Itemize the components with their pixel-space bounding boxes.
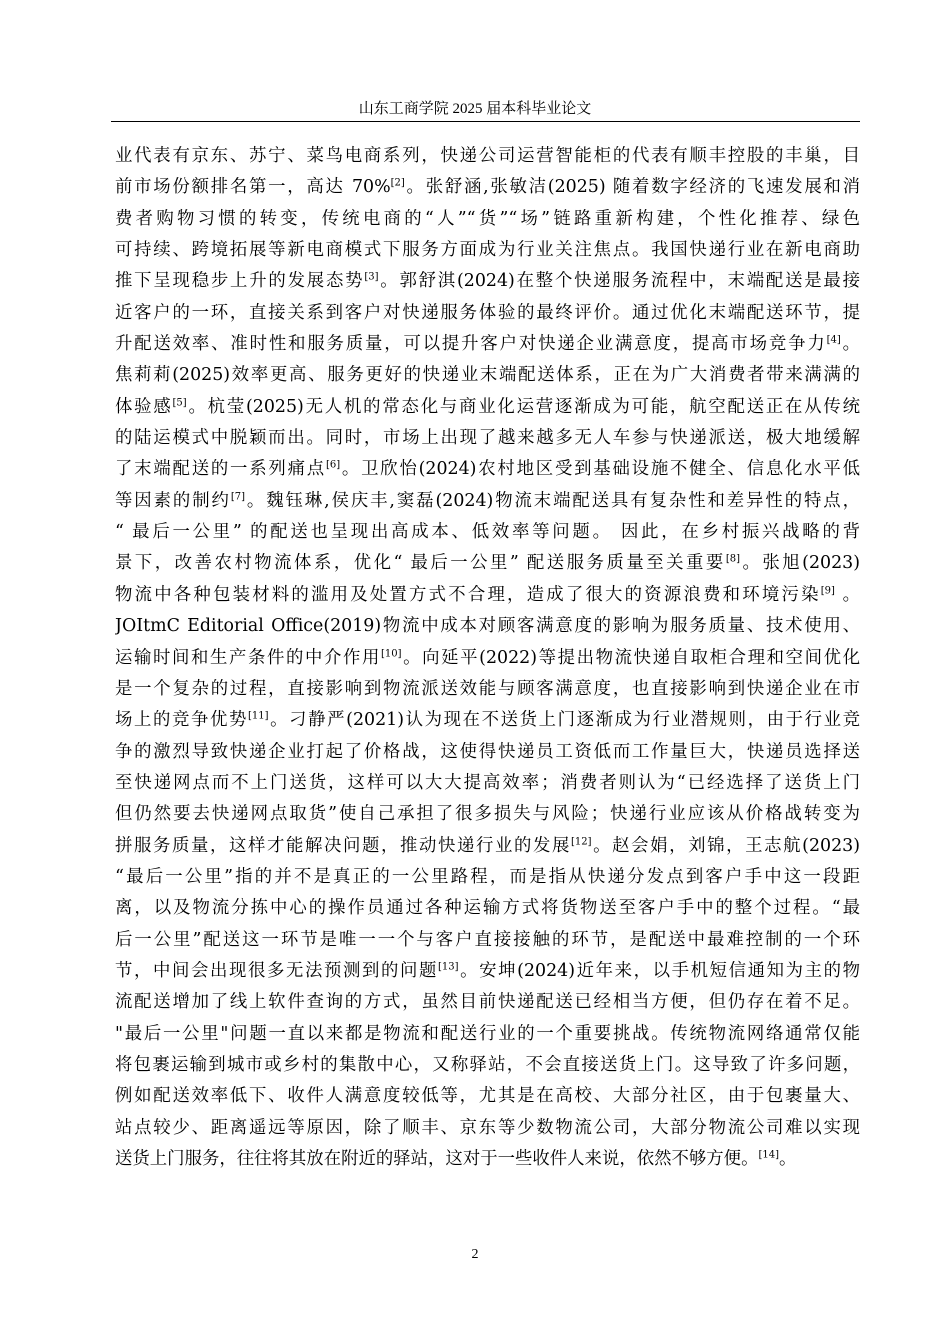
text-segment: 景下，改善农村物流体系，优化“ 最后一公里” 配送服务质量至关重要	[115, 553, 726, 574]
text-segment: 流配送增加了线上软件查询的方式，虽然目前快递配送已经相当方便，但仍存在着不足。	[115, 992, 860, 1013]
text-segment: 费者购物习惯的转变，传统电商的“人”“货”“场”链路重新构建，个性化推荐、绿色	[115, 208, 860, 229]
text-line	[115, 204, 860, 235]
citation-marker: [8]	[725, 553, 740, 565]
text-line	[115, 580, 860, 611]
text-line	[115, 1144, 860, 1175]
text-segment: 物流中各种包装材料的滥用及处置方式不合理，造成了很大的资源浪费和环境污染	[115, 584, 821, 605]
text-segment: “最后一公里”指的并不是真正的一公里路程，而是指从快递分发点到客户手中这一段距	[115, 866, 860, 887]
text-line	[115, 925, 860, 956]
text-line	[115, 987, 860, 1018]
text-segment: 。	[840, 334, 860, 355]
citation-marker: [12]	[571, 836, 592, 848]
citation-marker: [2]	[390, 177, 405, 189]
text-segment: 是一个复杂的过程，直接影响到物流派送效能与顾客满意度，也直接影响到快递企业在市	[115, 678, 860, 699]
citation-marker: [7]	[230, 491, 245, 503]
text-segment: 离，以及物流分拣中心的操作员通过各种运输方式将货物送至客户手中的整个过程。“最	[115, 898, 860, 919]
text-line	[115, 674, 860, 705]
text-segment: 送货上门服务，往往将其放在附近的驿站，这对于一些收件人来说，依然不够方便。	[115, 1149, 759, 1169]
text-segment: 。魏钰琳,侯庆丰,窦磊(2024)物流末端配送具有复杂性和差异性的特点，	[244, 490, 860, 511]
text-line	[115, 486, 860, 517]
text-line	[115, 799, 860, 830]
text-segment: 。	[779, 1149, 797, 1169]
text-segment: 焦莉莉(2025)效率更高、服务更好的快递业末端配送体系，正在为广大消费者带来满满的	[115, 365, 860, 386]
text-segment: 站点较少、距离遥远等原因，除了顺丰、京东等少数物流公司，大部分物流公司难以实现	[115, 1117, 860, 1138]
text-segment: JOItmC Editorial Office(2019)物流中成本对顾客满意度的影响为服务质量、技术使用、	[115, 616, 860, 637]
text-segment: 后一公里”配送这一环节是唯一一个与客户直接接触的环节，是配送中最难控制的一个环	[115, 929, 860, 950]
text-segment: 运输时间和生产条件的中介作用	[115, 647, 382, 668]
text-line	[115, 1113, 860, 1144]
citation-marker: [10]	[381, 648, 402, 659]
text-line	[115, 737, 860, 768]
text-segment: 体验感	[115, 396, 173, 417]
text-segment: “ 最后一公里” 的配送也呈现出高成本、低效率等问题。 因此，在乡村振兴战略的背	[115, 522, 860, 543]
text-line	[115, 392, 860, 423]
text-segment: 。张旭(2023)	[739, 553, 860, 574]
text-segment: 场上的竞争优势	[115, 710, 249, 731]
text-segment: 的陆运模式中脱颖而出。同时，市场上出现了越来越多无人车参与快递派送，极大地缓解	[115, 428, 860, 449]
text-segment: 推下呈现稳步上升的发展态势	[115, 271, 365, 292]
text-segment: 但仍然要去快递网点取货”使自己承担了很多损失与风险；快递行业应该从价格战转变为	[115, 804, 860, 825]
text-segment: 可持续、跨境拓展等新电商模式下服务方面成为行业关注焦点。我国快递行业在新电商助	[115, 240, 860, 261]
citation-marker: [6]	[325, 459, 341, 471]
text-segment: 。卫欣怡(2024)农村地区受到基础设施不健全、信息化水平低	[340, 459, 860, 480]
citation-marker: [9]	[820, 585, 835, 597]
text-segment: 。赵会娟，刘锦，王志航(2023)	[591, 835, 860, 856]
text-segment: 。郭舒淇(2024)在整个快递服务流程中，末端配送是最接	[378, 271, 860, 292]
text-line	[115, 956, 860, 987]
text-line	[115, 1019, 860, 1050]
citation-marker: [3]	[364, 271, 379, 283]
citation-marker: [4]	[826, 334, 841, 346]
text-segment: 例如配送效率低下、收件人满意度较低等，尤其是在高校、大部分社区，由于包裹量大、	[115, 1086, 860, 1107]
text-line	[115, 360, 860, 391]
text-line	[115, 517, 860, 548]
text-line	[115, 548, 860, 579]
text-segment: 争的激烈导致快递企业打起了价格战，这使得快递员工资低而工作量巨大，快递员选择送	[115, 741, 860, 762]
text-segment: 升配送效率、准时性和服务质量，可以提升客户对快递企业满意度，提高市场竞争力	[115, 334, 827, 355]
text-line	[115, 266, 860, 297]
text-segment: 。安坤(2024)近年来，以手机短信通知为主的物	[458, 960, 860, 981]
text-line	[115, 831, 860, 862]
text-line	[115, 423, 860, 454]
text-line	[115, 298, 860, 329]
text-line	[115, 862, 860, 893]
text-segment: 。张舒涵,张敏洁(2025) 随着数字经济的飞速发展和消	[404, 177, 860, 198]
text-segment: 等因素的制约	[115, 490, 231, 511]
page-number: 2	[471, 1247, 479, 1262]
text-segment: 。向延平(2022)等提出物流快递自取柜合理和空间优化	[401, 647, 860, 668]
text-segment: 近客户的一环，直接关系到客户对快递服务体验的最终评价。通过优化末端配送环节，提	[115, 302, 860, 323]
text-line	[115, 893, 860, 924]
text-line	[115, 235, 860, 266]
text-line	[115, 768, 860, 799]
text-line	[115, 1081, 860, 1112]
text-segment: "最后一公里"问题一直以来都是物流和配送行业的一个重要挑战。传统物流网络通常仅能	[115, 1023, 860, 1044]
text-line	[115, 1050, 860, 1081]
citation-marker: [5]	[172, 397, 187, 409]
citation-marker: [14]	[758, 1149, 779, 1161]
text-segment: 。刁静严(2021)认为现在不送货上门逐渐成为行业潜规则，由于行业竞	[268, 710, 860, 731]
text-line	[115, 329, 860, 360]
body-paragraph	[115, 141, 860, 1175]
citation-marker: [11]	[248, 710, 269, 722]
text-segment: 节，中间会出现很多无法预测到的问题	[115, 960, 439, 981]
citation-marker: [13]	[438, 961, 459, 973]
text-segment: 至快递网点而不上门送货，这样可以大大提高效率；消费者则认为“已经选择了送货上门	[115, 772, 860, 793]
text-line	[115, 705, 860, 736]
text-line	[115, 141, 860, 172]
text-segment: 。杭莹(2025)无人机的常态化与商业化运营逐渐成为可能，航空配送正在从传统	[186, 396, 860, 417]
text-line	[115, 454, 860, 485]
text-line	[115, 172, 860, 203]
text-line	[115, 643, 860, 674]
text-segment: 了末端配送的一系列痛点	[115, 459, 326, 480]
text-segment: 业代表有京东、苏宁、菜鸟电商系列，快递公司运营智能柜的代表有顺丰控股的丰巢，目	[115, 146, 860, 166]
text-line	[115, 611, 860, 642]
page-header: 山东工商学院 2025 届本科毕业论文	[358, 101, 592, 117]
text-segment: 。	[834, 584, 860, 605]
header-divider	[111, 121, 860, 122]
text-segment: 前市场份额排名第一，高达 70%	[115, 177, 391, 198]
text-segment: 拼服务质量，这样才能解决问题，推动快递行业的发展	[115, 835, 572, 856]
text-segment: 将包裹运输到城市或乡村的集散中心，又称驿站，不会直接送货上门。这导致了许多问题，	[115, 1054, 860, 1075]
